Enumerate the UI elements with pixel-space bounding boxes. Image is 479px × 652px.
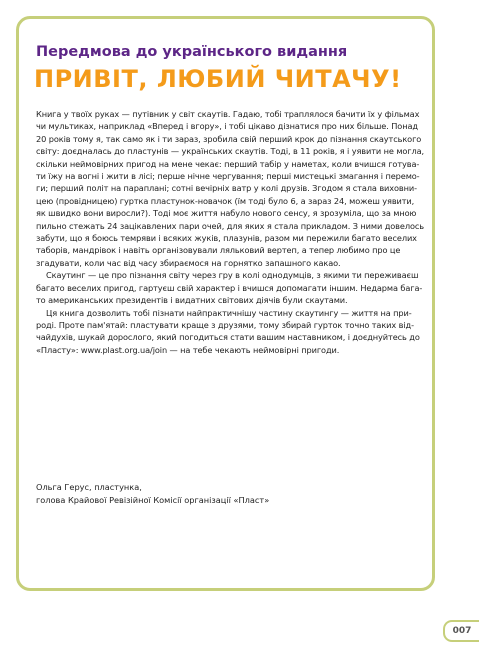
body-line: Ця книга дозволить тобі пізнати найпрактичнішу частину скаутингу — життя на при- [46,307,412,318]
body-line: таборів, мандрівок і навіть організовували ляльковий вертеп, а тепер любимо про це [36,245,401,256]
body-line: як швидко вони виросли?). Тоді моє життя набуло нового сенсу, я зрозуміла, що за мною [36,208,417,219]
signature-name: Ольга Герус, пластунка, [36,482,142,492]
body-line: ти їжу на вогні і жити в лісі; перше нічне чергування; перші мистецькі змагання і перемо- [36,171,420,182]
body-line: чайдухів, шукай дорослого, який погодиться стати вашим наставником, і доєднуйтесь до [36,332,420,343]
signature-role: голова Крайової Ревізійної Комісії організації «Пласт» [36,495,270,505]
body-line: пильно стежать 24 зацікавлених пари очей, для яких я стала прикладом. З ними довелось [36,220,424,231]
body-line: «Пласту»: www.plast.org.ua/join — на тебе чекають неймовірні пригоди. [36,344,340,355]
body-line: ги; перший політ на параплані; сотні вечірніх ватр у колі друзів. Згодом я стала виховни- [36,183,417,194]
signature [36,481,436,507]
body-line: то американських президентів і видатних світових діячів були скаутами. [36,295,348,306]
body-line: скільки неймовірних пригод на мене чекає: перший табір у наметах, коли вчишся готува- [36,158,420,169]
page-number: 007 [443,620,479,642]
page-title: ПРИВІТ, ЛЮБИЙ ЧИТАЧУ! [34,65,402,93]
body-line: згадувати, коли час від часу збираємося на горнятко запашного какао. [36,257,341,268]
body-line: чи мультиках, наприклад «Вперед і вгору», і тобі цікаво дізнатися про них більше. Понад [36,121,418,132]
body-line: забути, що я боюсь темряви і всяких жуків, плазунів, разом ми пережили багато веселих [36,233,417,244]
body-line: багато веселих пригод, гартуєш свій характер і вчишся допомагати іншим. Недарма бага- [36,282,423,293]
body-line: 20 років тому я, так само як і ти зараз, зробила свій перший крок до пізнання скаутського [36,133,422,144]
body-line: цею (провідницею) гуртка пластунок-новачок (їм тоді було 6, а зараз 24, можеш уявити, [36,195,415,206]
page-subtitle: Передмова до українського видання [36,44,348,60]
body-line: світу: доєдналась до пластунів — українських скаутів. Тоді, в 11 років, я і уявити не могла, [36,146,425,157]
body-text [36,108,436,356]
body-line: роді. Проте пам'ятай: пластувати краще з друзями, тому збирай гурток точно таких від- [36,319,414,330]
body-line: Книга у твоїх руках — путівник у світ скаутів. Гадаю, тобі траплялося бачити їх у фільмах [36,109,420,119]
body-line: Скаутинг — це про пізнання світу через гру в колі однодумців, з якими ти переживаєш [46,270,419,281]
